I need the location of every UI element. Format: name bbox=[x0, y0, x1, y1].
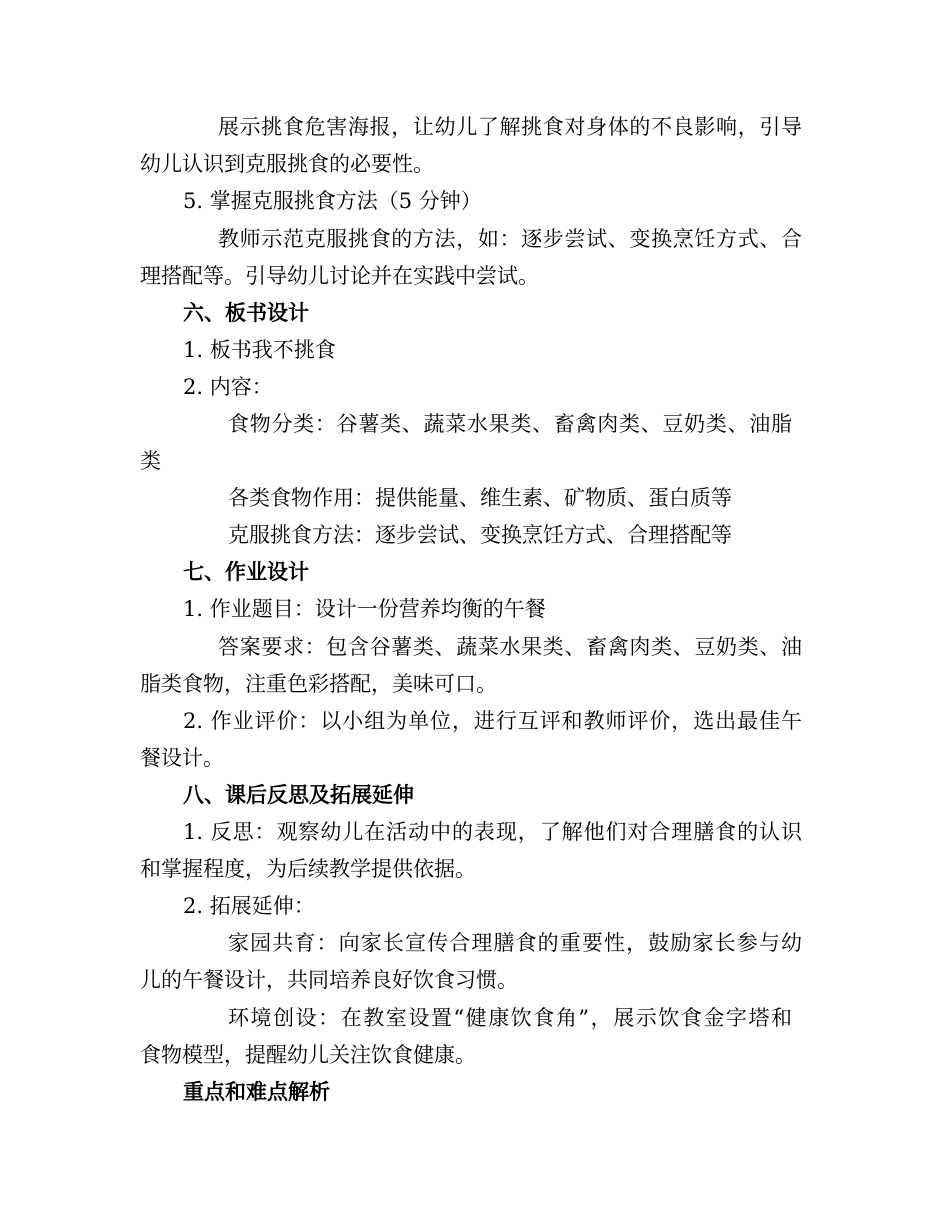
paragraph-line: 理搭配等。引导幼儿讨论并在实践中尝试。 bbox=[140, 264, 539, 288]
section-heading: 八、课后反思及拓展延伸 bbox=[183, 782, 414, 807]
list-item: 1. 反思：观察幼儿在活动中的表现，了解他们对合理膳食的认识 bbox=[183, 820, 802, 844]
paragraph-line: 展示挑食危害海报，让幼儿了解挑食对身体的不良影响，引导 bbox=[218, 115, 802, 139]
list-item: 1. 板书我不挑食 bbox=[183, 338, 336, 362]
paragraph-line: 各类食物作用：提供能量、维生素、矿物质、蛋白质等 bbox=[228, 486, 732, 510]
paragraph-line: 答案要求：包含谷薯类、蔬菜水果类、畜禽肉类、豆奶类、油 bbox=[218, 635, 802, 659]
paragraph-line: 食物模型，提醒幼儿关注饮食健康。 bbox=[140, 1043, 476, 1067]
paragraph-line: 克服挑食方法：逐步尝试、变换烹饪方式、合理搭配等 bbox=[228, 523, 732, 547]
list-item: 2. 作业评价：以小组为单位，进行互评和教师评价，选出最佳午 bbox=[183, 709, 802, 733]
list-item: 1. 作业题目：设计一份营养均衡的午餐 bbox=[183, 597, 546, 621]
paragraph-line: 食物分类：谷薯类、蔬菜水果类、畜禽肉类、豆奶类、油脂 bbox=[228, 412, 792, 436]
paragraph-line: 家园共育：向家长宣传合理膳食的重要性，鼓励家长参与幼 bbox=[228, 931, 802, 955]
section-heading: 六、板书设计 bbox=[183, 300, 309, 325]
paragraph-line: 儿的午餐设计，共同培养良好饮食习惯。 bbox=[140, 968, 518, 992]
section-heading: 七、作业设计 bbox=[183, 559, 309, 584]
paragraph-line: 幼儿认识到克服挑食的必要性。 bbox=[140, 152, 434, 176]
list-item: 2. 内容： bbox=[183, 375, 273, 399]
section-heading: 重点和难点解析 bbox=[183, 1079, 330, 1104]
paragraph-line: 环境创设：在教室设置“健康饮食角”，展示饮食金字塔和 bbox=[228, 1006, 792, 1030]
paragraph-line: 教师示范克服挑食的方法，如：逐步尝试、变换烹饪方式、合 bbox=[218, 227, 802, 251]
paragraph-line: 脂类食物，注重色彩搭配，美味可口。 bbox=[140, 672, 497, 696]
paragraph-line: 类 bbox=[140, 449, 161, 473]
paragraph-line: 餐设计。 bbox=[140, 746, 224, 770]
list-item: 2. 拓展延伸： bbox=[183, 894, 315, 918]
paragraph-line: 和掌握程度，为后续教学提供依据。 bbox=[140, 857, 476, 881]
list-item: 5. 掌握克服挑食方法（5 分钟） bbox=[183, 189, 482, 213]
